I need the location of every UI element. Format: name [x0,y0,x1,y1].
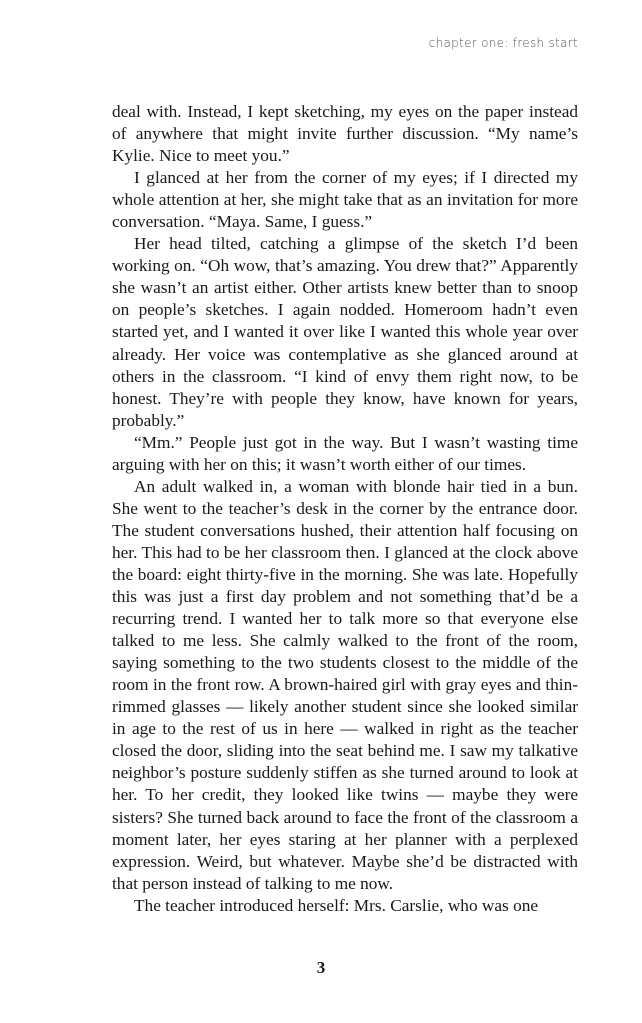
paragraph-2: I glanced at her from the corner of my eyes; if I directed my whole attention at her, she might take that as an invitation for more conversation. “Maya. Same, I guess.” [112,168,578,232]
paragraph-1: deal with. Instead, I kept sketching, my eyes on the paper instead of anywhere that might invite further discussion. “My name’s Kylie. Nice to meet you.” [112,102,578,166]
body-text [112,101,578,917]
page-number: 3 [316,958,326,977]
paragraph-5: An adult walked in, a woman with blonde hair tied in a bun. She went to the teacher’s desk in the corner by the entrance door. The student conversations hushed, their attention half focusing on her. This had to be her classroom then. I glanced at the clock above the board: eight thirty-five in the morning. She was late. Hopefully this was just a first day problem and not something that’d be a recurring trend. I wanted her to talk more so that everyone else talked to me less. She calmly walked to the front of the room, saying something to the two students closest to the middle of the room in the front row. A brown-haired girl with gray eyes and thin-rimmed glasses — likely another student since she looked similar in age to the rest of us in here — walked in right as the teacher closed the door, sliding into the seat behind me. I saw my talkative neighbor’s posture suddenly stiffen as she turned around to look at her. To her credit, they looked like twins — maybe they were sisters? She turned back around to face the front of the classroom a moment later, her eyes staring at her planner with a perplexed expression. Weird, but whatever. Maybe she’d be distracted with that person instead of talking to me now. [112,476,578,893]
paragraph-4: “Mm.” People just got in the way. But I wasn’t wasting time arguing with her on this; it wasn’t worth either of our times. [112,432,578,474]
running-header: chapter one: fresh start [428,36,578,50]
paragraph-6: The teacher introduced herself: Mrs. Carslie, who was one [134,895,539,915]
paragraph-3: Her head tilted, catching a glimpse of the sketch I’d been working on. “Oh wow, that’s amazing. You drew that?” Apparently she wasn’t an artist either. Other artists knew better than to snoop on people’s sketches. I again nodded. Homeroom hadn’t even started yet, and I wanted it over like I wanted this whole year over already. Her voice was contemplative as she glanced around at others in the classroom. “I kind of envy them right now, to be honest. They’re with people they know, have known for years, probably.” [112,234,578,430]
